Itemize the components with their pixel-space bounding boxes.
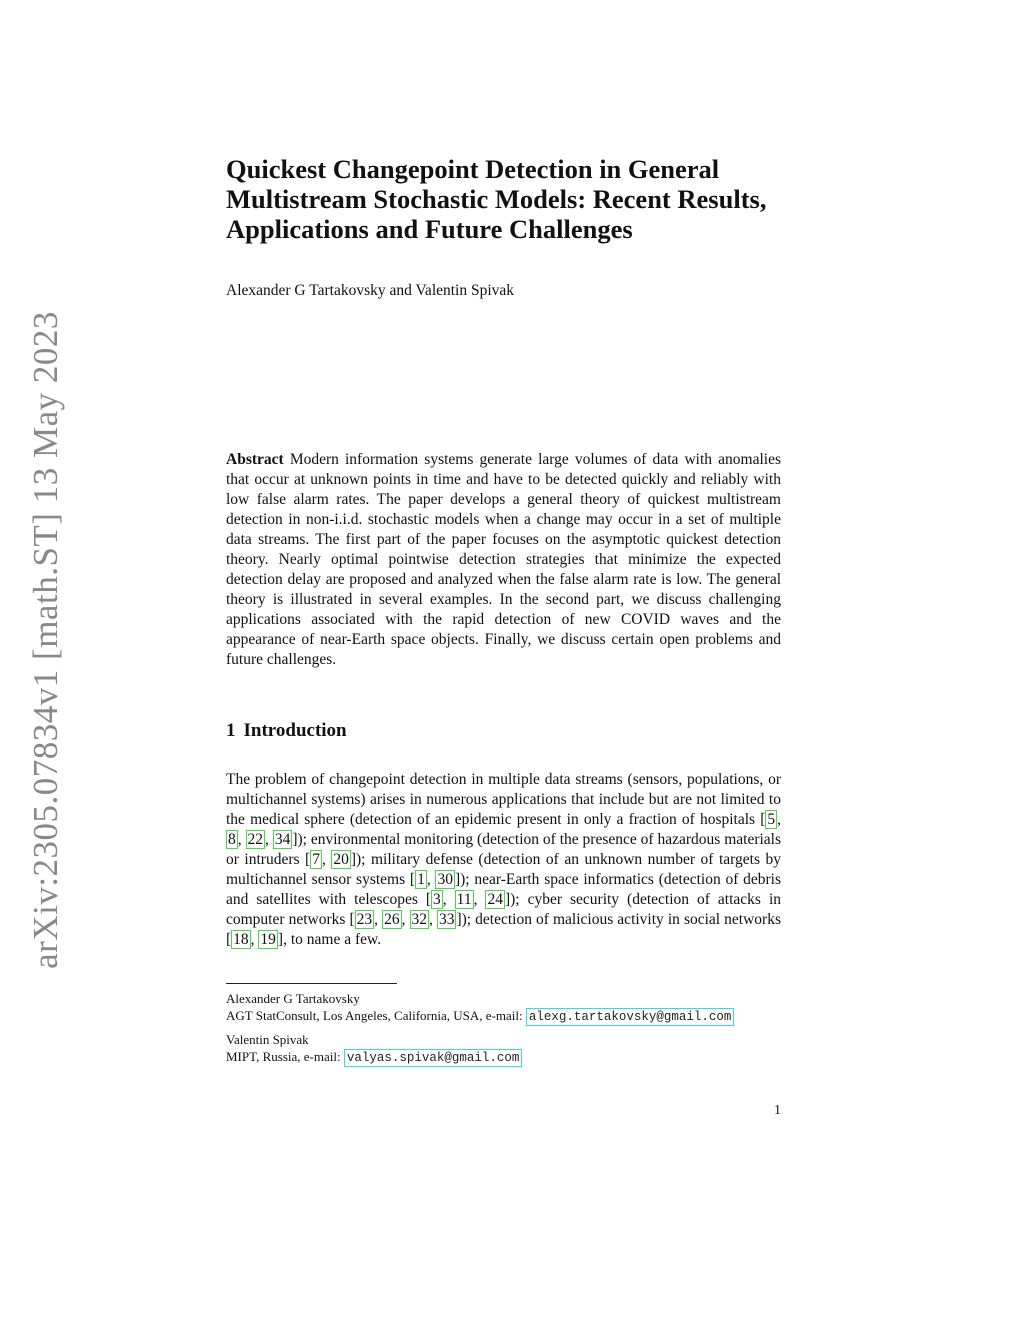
citation-link[interactable]: 5 [767, 811, 776, 828]
paper-title [226, 154, 806, 244]
citation-link[interactable]: 7 [312, 851, 320, 868]
citation-link[interactable]: 8 [228, 831, 236, 848]
citation-link[interactable]: 26 [384, 911, 400, 928]
citation-link[interactable]: 34 [274, 831, 291, 848]
citation-link[interactable]: 22 [247, 831, 264, 848]
citation-link[interactable]: 33 [438, 911, 455, 928]
section-heading [226, 720, 347, 742]
abstract-text: Modern information systems generate large volumes of data with anomalies that occur at unknown points in time and have to be detected quickly and reliably with low false alarm rates. The paper develops a general theory of quickest multistream detection in non-i.i.d. stochastic models when a change may occur in a set of multiple data streams. The first part of the paper focuses on the asymptotic quickest detection theory. Nearly optimal pointwise detection strategies that minimize the expected detection delay are proposed and analyzed when the false alarm rate is low. The general theory is illustrated in several examples. In the second part, we discuss challenging applications associated with the rapid detection of new COVID waves and the appearance of near-Earth space objects. Finally, we discuss certain open problems and future challenges. [226, 451, 781, 668]
citation-link[interactable]: 1 [417, 871, 425, 888]
intro-text: ]); environmental monitoring (detection of the presence of hazardous materials or intruders [ [226, 831, 782, 868]
abstract [226, 450, 781, 670]
intro-text: ]); detection of malicious activity in social networks [ [226, 911, 781, 948]
citation-link[interactable]: 3 [433, 891, 441, 908]
title-line: Applications and Future Challenges [226, 214, 633, 244]
title-line: Multistream Stochastic Models: Recent Results, [226, 184, 767, 214]
page-number: 1 [774, 1103, 781, 1118]
citation-link[interactable]: 19 [260, 931, 276, 948]
intro-text: ]); near-Earth space informatics (detection of debris and satellites with telescopes [ [226, 871, 781, 908]
citation-link[interactable]: 11 [456, 891, 472, 908]
intro-text: ]); cyber security (detection of attacks in computer networks [ [226, 891, 782, 928]
citation-link[interactable]: 18 [233, 931, 249, 948]
arxiv-identifier: arXiv:2305.07834v1 [math.ST] 13 May 2023 [26, 311, 65, 969]
title-line: Quickest Changepoint Detection in General [226, 154, 720, 184]
footnote-author-1 [226, 990, 734, 1026]
footnote-affiliation: AGT StatConsult, Los Angeles, California, USA, e-mail: alexg.tartakovsky@gmail.com [226, 1007, 734, 1026]
citation-link[interactable]: 30 [437, 871, 453, 888]
citation-link[interactable]: 23 [356, 911, 373, 928]
footnote-affiliation: MIPT, Russia, e-mail: valyas.spivak@gmail.com [226, 1048, 522, 1067]
abstract-label: Abstract [226, 451, 284, 468]
section-title: Introduction [243, 720, 347, 741]
citation-link[interactable]: 32 [411, 911, 428, 928]
introduction-paragraph: The problem of changepoint detection in multiple data streams (sensors, populations, or multichannel systems) arises in numerous applications that include but are not limited to the medical sphere (detection of an epidemic present in only a fraction of hospitals [ 5 , 8 , 22 , 34 ]); environmental monitoring (detection of the presence of hazardous materials or intruders [ 7 , 20 ]); military defense (detection of an unknown number of targets by multichannel sensor systems [ 1 , 30 ]); near-Earth space informatics (detection of debris and satellites with telescopes [ 3 , 11 , 24 ]); cyber security (detection of attacks in computer networks [ 23 , 26 , 32 , 33 ]); detection of malicious activity in social networks [ 18 , 19 ], to name a few. [226, 771, 782, 948]
citation-link[interactable]: 24 [487, 891, 503, 908]
citation-link[interactable]: 20 [333, 851, 349, 868]
footnote-author-name: Alexander G Tartakovsky [226, 991, 360, 1006]
footnote-author-2 [226, 1031, 522, 1067]
section-number: 1 [226, 720, 236, 741]
footnote-author-name: Valentin Spivak [226, 1032, 309, 1047]
footnote-divider [226, 983, 397, 984]
email-link[interactable]: alexg.tartakovsky@gmail.com [526, 1008, 735, 1026]
email-link[interactable]: valyas.spivak@gmail.com [344, 1049, 523, 1067]
intro-text: The problem of changepoint detection in multiple data streams (sensors, populations, or multichannel systems) arises in numerous applications that include but are not limited to the medical sphere (detection of an epidemic present in only a fraction of hospitals [ [226, 771, 781, 828]
intro-text: ], to name a few. [277, 931, 382, 948]
author-list: Alexander G Tartakovsky and Valentin Spivak [226, 282, 515, 299]
intro-text: ]); military defense (detection of an unknown number of targets by multichannel sensor systems [ [226, 851, 781, 888]
